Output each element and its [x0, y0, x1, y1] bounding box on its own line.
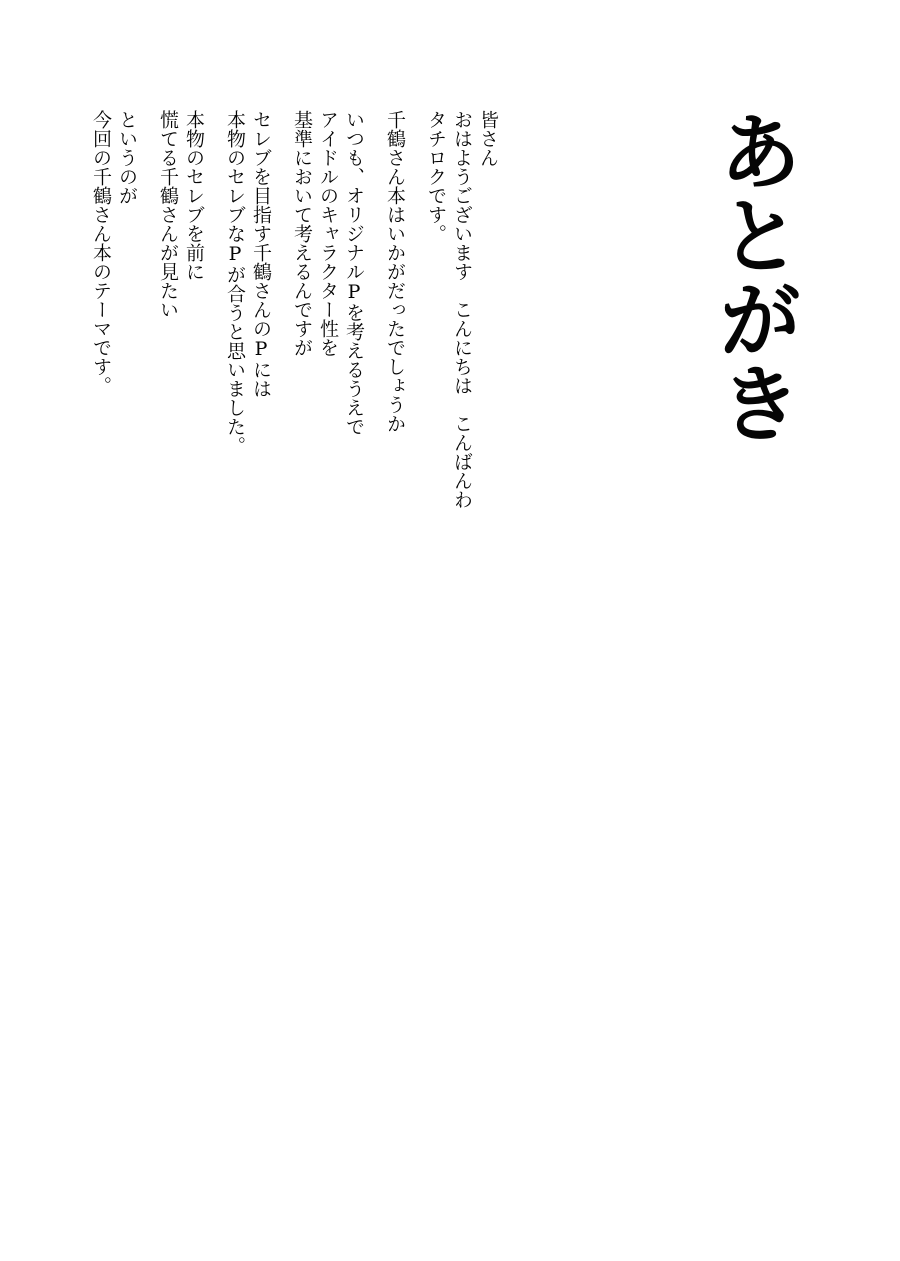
text-line: いつも、オリジナルPを考えるうえで: [343, 110, 365, 436]
text-line: タチロクです。: [425, 110, 447, 243]
text-line: 千鶴さん本はいかがだったでしょうか: [384, 110, 406, 433]
text-line: 本物のセレブを前に: [183, 110, 205, 281]
paragraph-flustered: [155, 110, 207, 670]
text-line: アイドルのキャラクター性を: [317, 110, 339, 357]
text-line: 皆さん: [477, 110, 499, 167]
paragraph-how-was-it: [382, 110, 408, 670]
text-line: おはようございます こんにちは こんばんわ: [451, 110, 473, 509]
paragraph-original-p: [289, 110, 367, 670]
page-title: あとがき: [705, 108, 803, 444]
paragraph-theme: [88, 110, 140, 670]
paragraph-celeb-match: [222, 110, 274, 670]
text-line: 本物のセレブなPが合うと思いました。: [224, 110, 246, 455]
afterword-body: [88, 110, 501, 670]
text-line: 基準において考えるんですが: [291, 110, 313, 357]
text-line: セレブを目指す千鶴さんのPには: [250, 110, 272, 398]
text-line: 慌てる千鶴さんが見たい: [157, 110, 179, 319]
paragraph-greeting: [423, 110, 501, 670]
text-line: というのが: [116, 110, 138, 205]
text-line: 今回の千鶴さん本のテーマです。: [90, 110, 112, 395]
